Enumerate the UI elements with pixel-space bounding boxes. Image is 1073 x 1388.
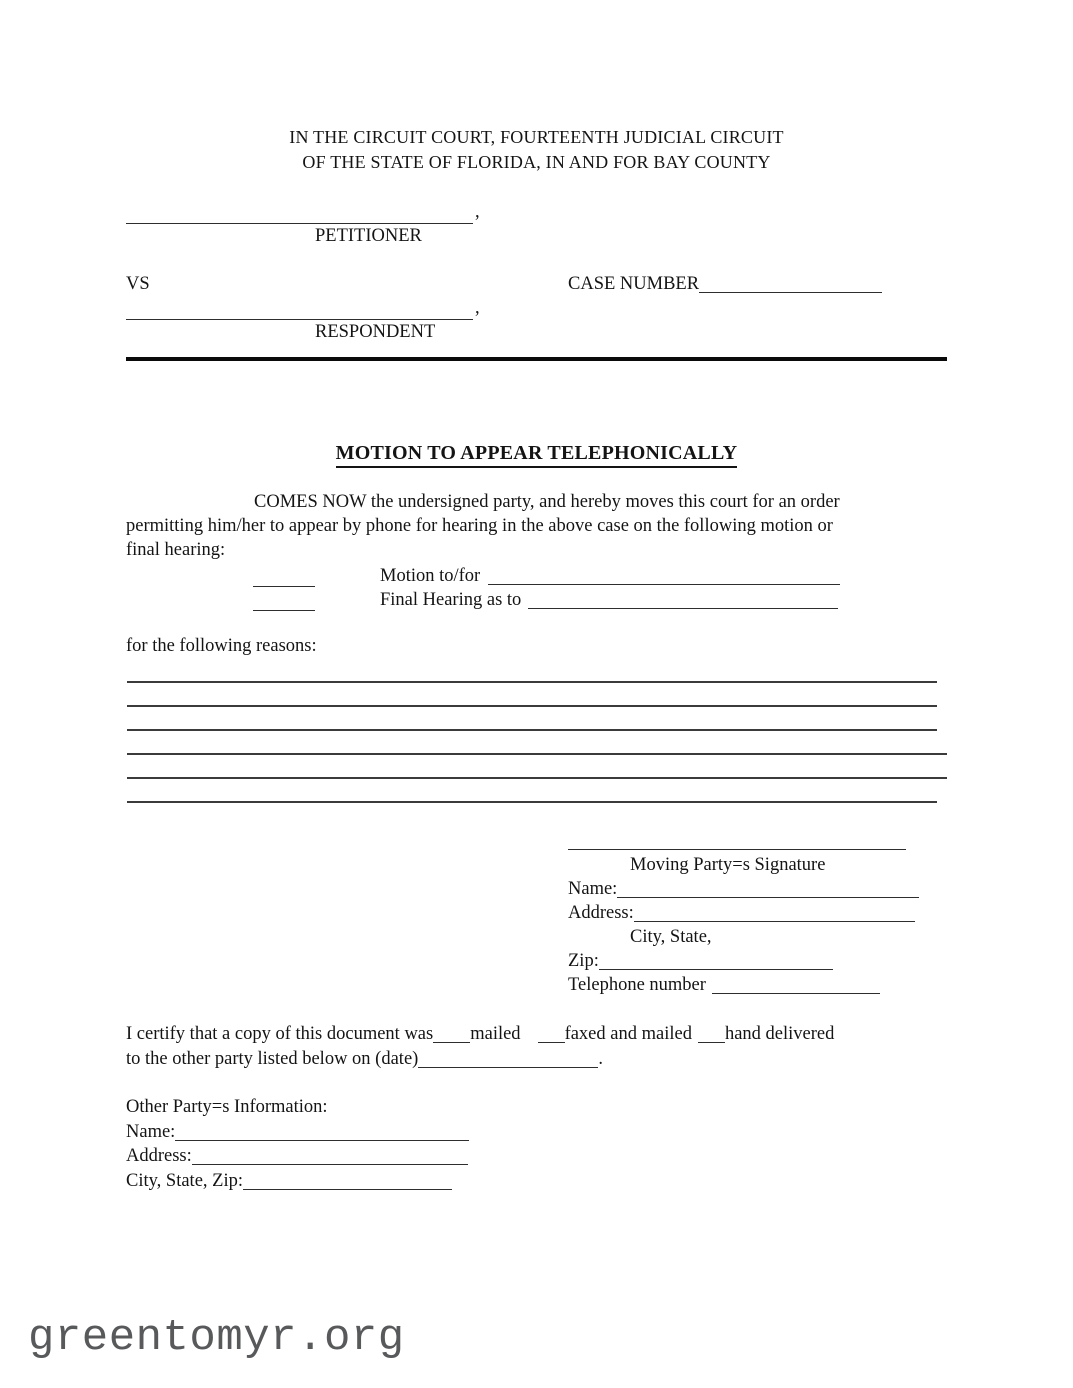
certificate-lead: I certify that a copy of this document was [126,1024,434,1044]
other-party-city-state-zip-field[interactable] [243,1189,452,1190]
signature-telephone-field[interactable] [712,993,880,994]
case-number-label: CASE NUMBER [568,274,700,294]
other-party-name-label: Name: [126,1122,176,1142]
certificate-mailed-label: mailed [470,1024,521,1044]
certificate-faxed-label: faxed and mailed [564,1024,692,1044]
reason-line-6[interactable] [127,801,937,803]
moving-party-signature-field[interactable] [568,828,906,850]
certificate-date-field[interactable] [418,1067,598,1068]
option-final-hearing-row [380,590,838,611]
motion-title: MOTION TO APPEAR TELEPHONICALLY [336,442,738,468]
certificate-line1 [126,1024,834,1045]
other-party-address-row [126,1146,468,1167]
vs-label: VS [126,274,150,294]
signature-address-field[interactable] [634,921,915,922]
court-header-line1: IN THE CIRCUIT COURT, FOURTEENTH JUDICIAL CIRCUIT [289,127,784,147]
other-party-city-state-zip-label: City, State, Zip: [126,1171,243,1191]
signature-address-label: Address: [568,903,634,923]
option-motion-checkline[interactable] [253,568,315,587]
option-motion-label: Motion to/for [380,566,481,586]
respondent-comma: , [475,298,480,318]
other-party-name-row [126,1122,469,1143]
site-watermark: greentomyr.org [28,1313,405,1363]
certificate-mailed-checkline[interactable] [433,1042,470,1043]
reason-line-1[interactable] [127,681,937,683]
option-final-hearing-checkline[interactable] [253,592,315,611]
reason-line-4[interactable] [127,753,947,755]
other-party-heading: Other Party=s Information: [126,1097,328,1117]
respondent-label: RESPONDENT [315,322,436,342]
reasons-label: for the following reasons: [126,636,317,656]
body-paragraph-line1: COMES NOW the undersigned party, and hereby moves this court for an order [254,492,840,512]
certificate-hand-checkline[interactable] [698,1042,725,1043]
signature-name-field[interactable] [617,897,919,898]
petitioner-name-field[interactable] [126,201,473,224]
reason-line-5[interactable] [127,777,947,779]
option-final-hearing-field[interactable] [528,608,838,609]
reason-line-3[interactable] [127,729,937,731]
signature-zip-row [568,951,833,972]
other-party-address-field[interactable] [192,1164,468,1165]
respondent-name-field[interactable] [126,297,473,320]
option-motion-field[interactable] [488,584,840,585]
moving-party-signature-caption: Moving Party=s Signature [630,855,826,875]
court-header-line2: OF THE STATE OF FLORIDA, IN AND FOR BAY COUNTY [302,152,771,172]
certificate-hand-label: hand delivered [724,1024,835,1044]
signature-city-state-label: City, State, [630,927,712,947]
signature-name-row [568,879,919,900]
certificate-faxed-checkline[interactable] [538,1042,565,1043]
signature-name-label: Name: [568,879,618,899]
reason-line-2[interactable] [127,705,937,707]
caption-divider-rule [126,357,947,361]
petitioner-label: PETITIONER [315,226,422,246]
motion-title-wrap [0,442,1073,468]
case-number-field[interactable] [699,292,882,293]
signature-zip-label: Zip: [568,951,599,971]
body-paragraph-line2: permitting him/her to appear by phone for hearing in the above case on the following motion or [126,516,833,536]
other-party-name-field[interactable] [175,1140,469,1141]
certificate-line2-lead: to the other party listed below on (date) [126,1049,419,1069]
case-number-row [568,274,882,295]
option-motion-row [380,566,840,587]
other-party-city-state-zip-row [126,1171,452,1192]
signature-telephone-label: Telephone number [568,975,706,995]
petitioner-comma: , [475,202,480,222]
other-party-address-label: Address: [126,1146,192,1166]
certificate-period: . [598,1049,603,1069]
body-paragraph-line3: final hearing: [126,540,226,560]
signature-zip-field[interactable] [599,969,833,970]
certificate-line2 [126,1049,603,1070]
option-final-hearing-label: Final Hearing as to [380,590,522,610]
signature-telephone-row [568,975,880,996]
signature-address-row [568,903,915,924]
